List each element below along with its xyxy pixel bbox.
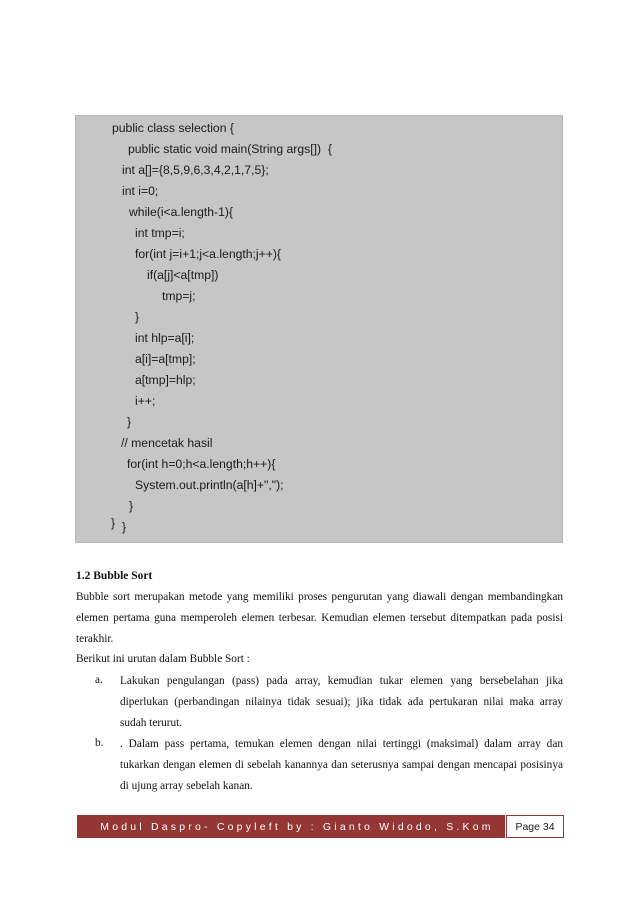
list-item-line: di ujung array sebelah kanan. (120, 780, 253, 792)
list-item-line: diperlukan (perbandingan nilainya tidak sesuai); jika tidak ada pertukaran nilai maka array (120, 696, 563, 708)
code-line: for(int h=0;h<a.length;h++){ (127, 457, 276, 471)
list-item-line: tukarkan dengan elemen di sebelah kanannya dan seterusnya sampai dengan mencapai posisinya (120, 759, 563, 771)
section-heading: 1.2 Bubble Sort (76, 570, 153, 582)
code-line: tmp=j; (162, 289, 196, 303)
code-line: public class selection { (112, 121, 234, 135)
code-line: // mencetak hasil (121, 436, 213, 450)
code-line: int tmp=i; (135, 226, 185, 240)
list-marker: a. (95, 674, 103, 686)
code-line: int i=0; (122, 184, 159, 198)
page-number: Page 34 (506, 815, 564, 838)
paragraph-line: terakhir. (76, 633, 114, 645)
list-item-line: sudah terurut. (120, 717, 183, 729)
paragraph-line: Bubble sort merupakan metode yang memiliki proses pengurutan yang diawali dengan membandingkan (76, 591, 563, 603)
code-line: int hlp=a[i]; (135, 331, 195, 345)
code-block (75, 115, 563, 543)
code-line: if(a[j]<a[tmp]) (147, 268, 219, 282)
code-line: } (135, 310, 140, 324)
code-line: int a[]={8,5,9,6,3,4,2,1,7,5}; (122, 163, 269, 177)
paragraph-line: elemen pertama guna memperoleh elemen terbesar. Kemudian elemen tersebut ditempatkan pada posisi (76, 612, 563, 624)
code-line: public static void main(String args[]) { (128, 142, 332, 156)
list-item-line: . Dalam pass pertama, temukan elemen dengan nilai tertinggi (maksimal) dalam array dan (120, 738, 563, 750)
code-line: System.out.println(a[h]+","); (135, 478, 284, 492)
code-line: while(i<a.length-1){ (129, 205, 233, 219)
code-line: for(int j=i+1;j<a.length;j++){ (135, 247, 282, 261)
code-line-closing: } (111, 516, 116, 530)
steps-intro: Berikut ini urutan dalam Bubble Sort : (76, 653, 250, 665)
code-line: } (127, 415, 132, 429)
list-item-line: Lakukan pengulangan (pass) pada array, kemudian tukar elemen yang bersebelahan jika (120, 675, 563, 687)
list-marker: b. (95, 737, 104, 749)
code-line: a[tmp]=hlp; (135, 373, 196, 387)
footer-title: Modul Daspro- Copyleft by : Gianto Widodo, S.Kom (77, 815, 505, 838)
page-footer (77, 815, 564, 838)
code-line: } (129, 499, 134, 513)
code-line: } (122, 520, 127, 534)
code-line: a[i]=a[tmp]; (135, 352, 196, 366)
code-line: i++; (135, 394, 156, 408)
